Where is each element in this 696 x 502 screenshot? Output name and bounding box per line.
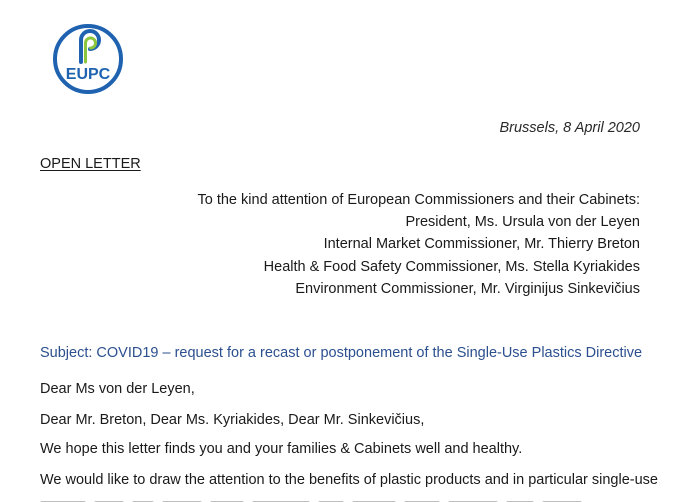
salutation-secondary: Dear Mr. Breton, Dear Ms. Kyriakides, Dear Mr. Sinkevičius, (40, 412, 425, 428)
recipient-line: To the kind attention of European Commissioners and their Cabinets: (197, 192, 640, 208)
cut-off-text-line (40, 492, 600, 502)
recipients-block (198, 189, 641, 300)
greeting-paragraph: We hope this letter finds you and your families & Cabinets well and healthy. (40, 441, 523, 457)
salutation-primary: Dear Ms von der Leyen, (40, 381, 195, 397)
subject-line: Subject: COVID19 – request for a recast or postponement of the Single-Use Plastics Directive (40, 345, 643, 361)
recipient-line: Internal Market Commissioner, Mr. Thierry Breton (323, 236, 640, 253)
recipient-line: President, Ms. Ursula von der Leyen (405, 214, 640, 231)
open-letter-heading: OPEN LETTER (40, 156, 141, 172)
eupc-logo (48, 22, 128, 96)
recipient-line: Health & Food Safety Commissioner, Ms. Stella Kyriakides (263, 258, 640, 275)
logo-text: EUPC (65, 66, 111, 83)
body-paragraph: We would like to draw the attention to the benefits of plastic products and in particular single-use (40, 472, 658, 488)
eupc-logo-icon (48, 22, 128, 96)
recipient-line: Environment Commissioner, Mr. Virginijus Sinkevičius (295, 280, 640, 297)
letter-date: Brussels, 8 April 2020 (499, 120, 640, 136)
